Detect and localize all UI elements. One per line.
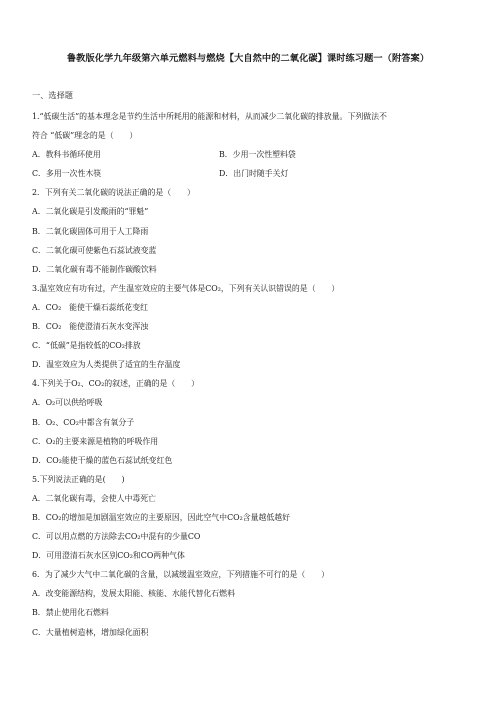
option-d: D．二氧化碳有毒不能制作碳酸饮料 <box>32 264 157 274</box>
option-a: A．教科书循环使用 <box>32 150 101 160</box>
option-b: B．禁止使用化石燃料 <box>32 608 109 618</box>
question-list <box>32 107 472 642</box>
option-a: A．二氧化碳有毒，会使人中毒死亡 <box>32 493 157 503</box>
question-5 <box>32 470 472 565</box>
question-3 <box>32 279 472 374</box>
option-c: C．可以用点燃的方法除去CO₂中混有的少量CO <box>32 532 201 542</box>
question-stem: 符合 “低碳”理念的是（ ） <box>32 131 138 141</box>
question-stem: 2．下列有关二氧化碳的说法正确的是（ ） <box>32 188 195 198</box>
question-1 <box>32 107 472 183</box>
document-title: 鲁教版化学九年级第六单元燃料与燃烧【大自然中的二氧化碳】课时练习题一（附答案） <box>66 53 430 64</box>
option-a: A．O₂可以供给呼吸 <box>32 398 103 408</box>
option-row <box>32 164 472 183</box>
question-stem: 3.温室效应有功有过，产生温室效应的主要气体是CO₂，下列有关认识错误的是（ ） <box>32 283 340 293</box>
option-b: B．CO₂的增加是加剧温室效应的主要原因，因此空气中CO₂含量越低越好 <box>32 512 291 522</box>
option-c: C．大量植树造林，增加绿化面积 <box>32 627 149 637</box>
option-c: C．多用一次性木筷 <box>32 169 102 179</box>
question-2 <box>32 183 472 278</box>
question-4 <box>32 374 472 469</box>
option-b: B．少用一次性塑料袋 <box>219 150 296 160</box>
section-heading: 一、选择题 <box>32 90 73 100</box>
option-b: B．CO₂ 能使澄清石灰水变浑浊 <box>32 322 149 332</box>
option-c: C．O₂的主要来源是植物的呼吸作用 <box>32 436 159 446</box>
question-stem: 4.下列关于O₂、CO₂的叙述，正确的是（ ） <box>32 379 199 389</box>
option-b: B．O₂、CO₂中都含有氧分子 <box>32 417 135 427</box>
option-row <box>32 145 472 164</box>
option-c: C．二氧化碳可使紫色石蕊试液变蓝 <box>32 245 157 255</box>
option-c: C．“低碳”是指较低的CO₂排放 <box>32 341 141 351</box>
option-d: D．CO₂能使干燥的蓝色石蕊试纸变红色 <box>32 455 173 465</box>
question-stem: 1.“低碳生活”的基本理念是节约生活中所耗用的能源和材料，从而减少二氧化碳的排放量。下列做法不 <box>32 112 387 121</box>
option-d: D．温室效应为人类提供了适宜的生存温度 <box>32 360 181 370</box>
option-d: D．出门时随手关灯 <box>219 169 289 179</box>
option-a: A．改变能源结构，发展太阳能、核能、水能代替化石燃料 <box>32 589 235 599</box>
question-stem: 5.下列说法正确的是( ) <box>32 474 125 484</box>
option-a: A．CO₂ 能使干燥石蕊纸花变红 <box>32 302 149 312</box>
option-b: B．二氧化碳固体可用于人工降雨 <box>32 226 149 236</box>
question-6 <box>32 565 472 641</box>
question-stem: 6．为了减少大气中二氧化碳的含量，以减缓温室效应，下列措施不可行的是（ ） <box>32 570 329 580</box>
option-a: A．二氧化碳是引发酸雨的“罪魁” <box>32 207 149 217</box>
option-d: D．可用澄清石灰水区别CO₂和CO两种气体 <box>32 551 185 561</box>
